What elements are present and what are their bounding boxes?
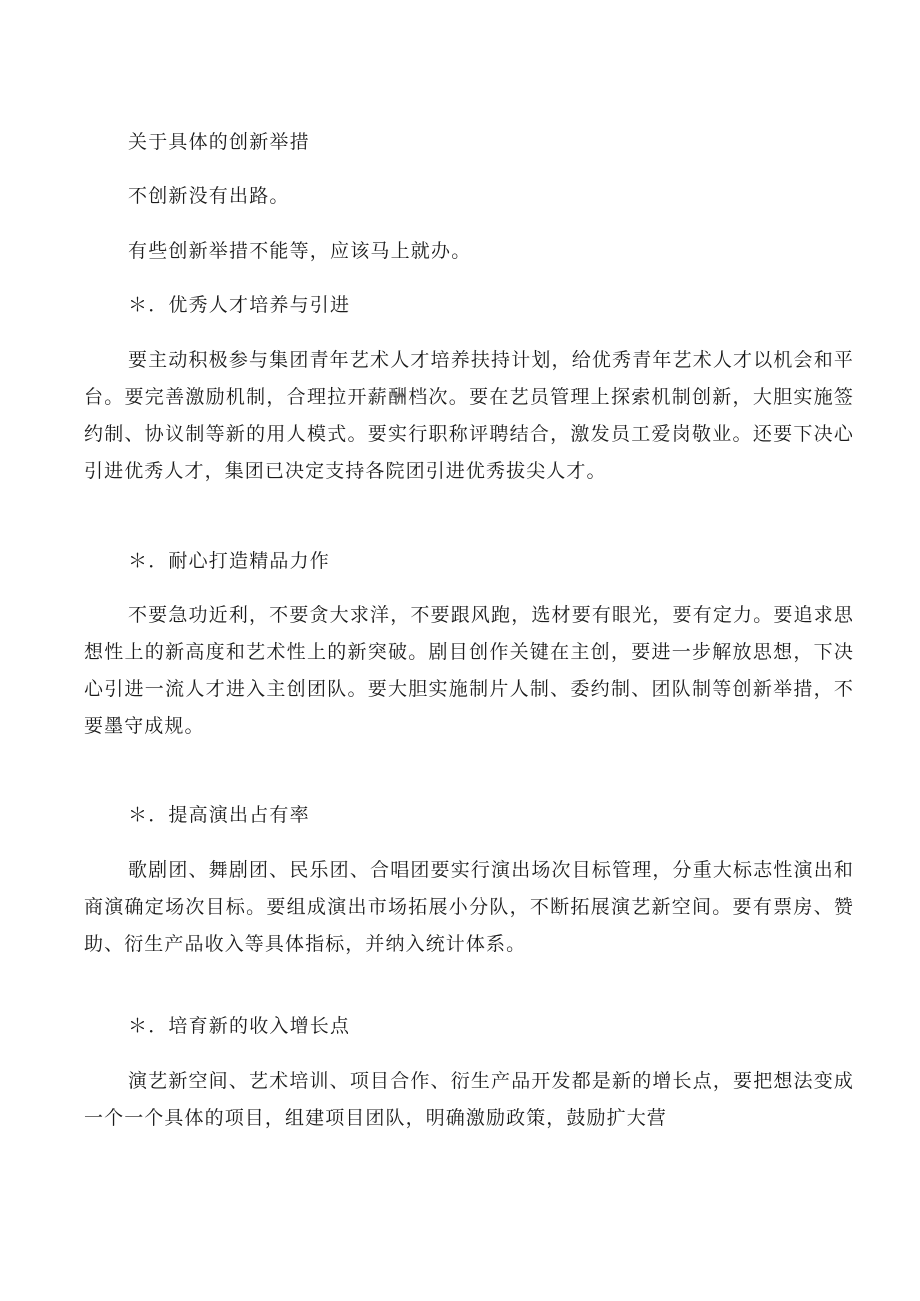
section-body-talent: 要主动积极参与集团青年艺术人才培养扶持计划，给优秀青年艺术人才以机会和平台。要完善激励机制，合理拉开薪酬档次。要在艺员管理上探索机制创新，大胆实施签约制、协议制等新的用人模式。要实行职称评聘结合，激发员工爱岗敬业。还要下决心引进优秀人才，集团已决定支持各院团引进优秀拔尖人才。 xyxy=(84,349,854,482)
section-title-masterpiece: ＊．耐心打造精品力作 xyxy=(128,550,331,572)
document-heading: 关于具体的创新举措 xyxy=(128,131,310,153)
section-body-revenue: 演艺新空间、艺术培训、项目合作、衍生产品开发都是新的增长点，要把想法变成一个一个具体的项目，组建项目团队，明确激励政策，鼓励扩大营 xyxy=(84,1070,854,1129)
section-title-performance: ＊．提高演出占有率 xyxy=(128,804,310,826)
section-title-talent: ＊．优秀人才培养与引进 xyxy=(128,294,351,316)
section-body-masterpiece: 不要急功近利，不要贪大求洋，不要跟风跑，选材要有眼光，要有定力。要追求思想性上的新高度和艺术性上的新突破。剧目创作关键在主创，要进一步解放思想，下决心引进一流人才进入主创团队。要大胆实施制片人制、委约制、团队制等创新举措，不要墨守成规。 xyxy=(84,604,854,737)
section-title-revenue: ＊．培育新的收入增长点 xyxy=(128,1015,351,1037)
intro-paragraph-2: 有些创新举措不能等，应该马上就办。 xyxy=(128,240,472,262)
intro-paragraph-1: 不创新没有出路。 xyxy=(128,185,290,207)
section-body-performance: 歌剧团、舞剧团、民乐团、合唱团要实行演出场次目标管理，分重大标志性演出和商演确定场次目标。要组成演出市场拓展小分队，不断拓展演艺新空间。要有票房、赞助、衍生产品收入等具体指标，并纳入统计体系。 xyxy=(84,859,854,955)
